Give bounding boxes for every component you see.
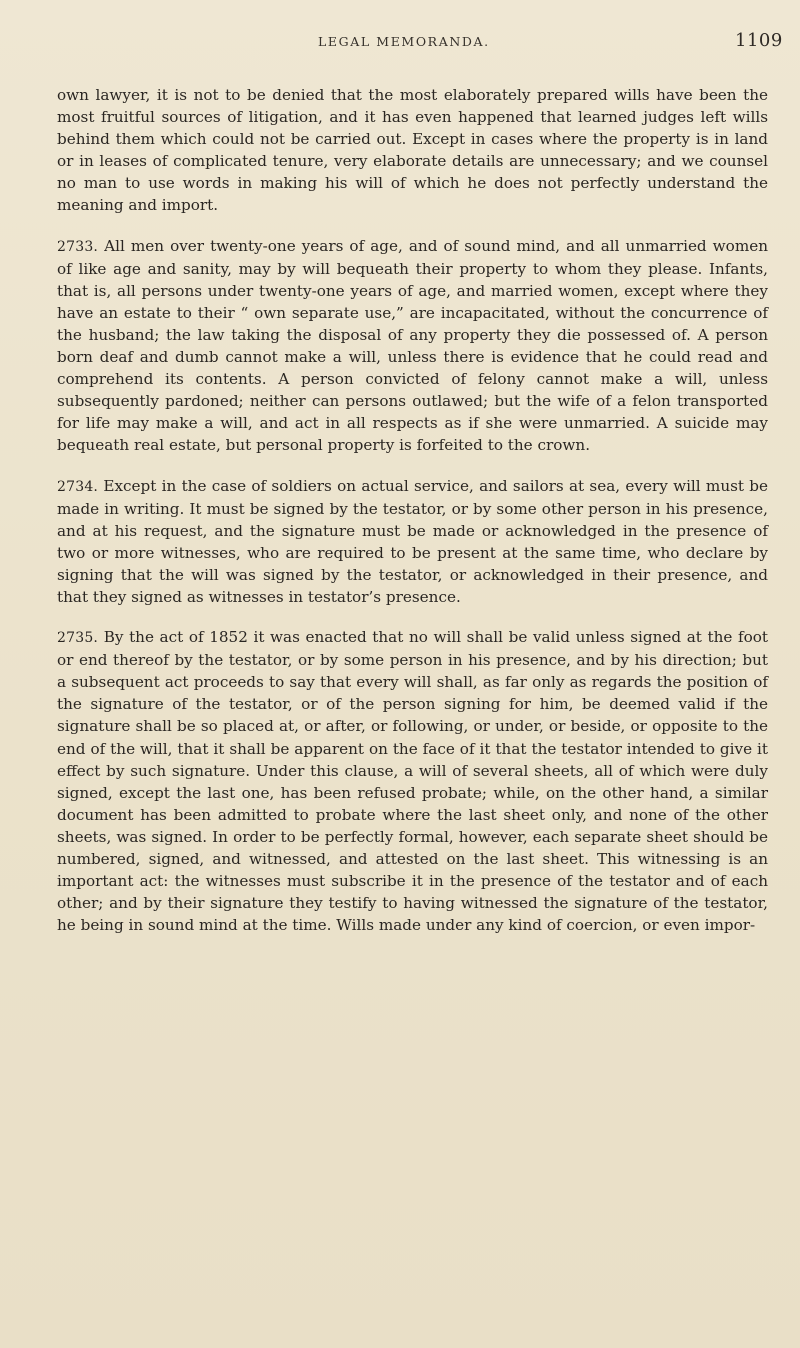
paragraph-text: Except in the case of soldiers on actual service, and sailors at sea, every will must be made in writing. It must be signed by the testator, or by some other person in his presence, and at his request, and the signature must be made or acknowledged in the presence of two or more witnesses, who are required to be present at the same time, who declare by signing that the will was signed by the testator, or acknowledged in their presence, and that they signed as witnesses in testator’s presence.: [57, 476, 769, 606]
paragraph-2735: [57, 626, 768, 936]
page-number: 1109: [735, 30, 783, 51]
paragraph-number: 2734.: [57, 478, 99, 495]
paragraph-number: 2733.: [57, 238, 99, 255]
running-title: LEGAL MEMORANDA.: [318, 34, 490, 49]
paragraph-number: 2735.: [57, 630, 99, 647]
paragraph-text: All men over twenty-one years of age, and of sound mind, and all unmarried women of like age and sanity, may by will bequeath their property to whom they please. Infants, that is, all persons under twenty-one years of age, and married women, except where they have an estate to their “ own separate use,” are incapacitated, without the concurrence of the husband; the law taking the disposal of any property they die possessed of. A person born deaf and dumb cannot make a will, unless there is evidence that he could read and comprehend its contents. A person convicted of felony cannot make a will, unless subsequently pardoned; neither can persons outlawed; but the wife of a felon transported for life may make a will, and act in all respects as if she were unmarried. A suicide may bequeath real estate, but personal property is forfeited to the crown.: [57, 236, 769, 455]
paragraph-2734: [57, 475, 768, 609]
paragraph-continuation: [57, 84, 768, 217]
body-text: [57, 84, 768, 954]
paragraph-text: By the act of 1852 it was enacted that no will shall be valid unless signed at the foot or end thereof by the testator, or by some person in his presence, and by his direction; but a subsequent act proceeds to say that every will shall, as far only as regards the position of the signature of the testator, or of the person signing for him, be deemed valid if the signature shall be so placed at, or after, or following, or under, or beside, or opposite to the end of the will, that it shall be apparent on the face of it that the testator intended to give it effect by such signature. Under this clause, a will of several sheets, all of which were duly signed, except the last one, has been refused probate; while, on the other hand, a similar document has been admitted to probate where the last sheet only, and none of the other sheets, was signed. In order to be perfectly formal, however, each separate sheet should be numbered, signed, and witnessed, and attested on the last sheet. This witnessing is an important act: the witnesses must subscribe it in the presence of the testator and of each other; and by their signature they testify to having witnessed the signature of the testator, he being in sound mind at the time. Wills made under any kind of coercion, or even impor-: [57, 628, 768, 935]
paragraph-text: own lawyer, it is not to be denied that the most elaborately prepared wills have been the most fruitful sources of litigation, and it has even happened that learned judges left wills behind them which could not be carried out. Except in cases where the property is in land or in leases of complicated tenure, very elaborate details are unnecessary; and we counsel no man to use words in making his will of which he does not perfectly understand the meaning and import.: [57, 86, 768, 215]
paragraph-2733: [57, 235, 768, 457]
running-head: [0, 30, 800, 60]
